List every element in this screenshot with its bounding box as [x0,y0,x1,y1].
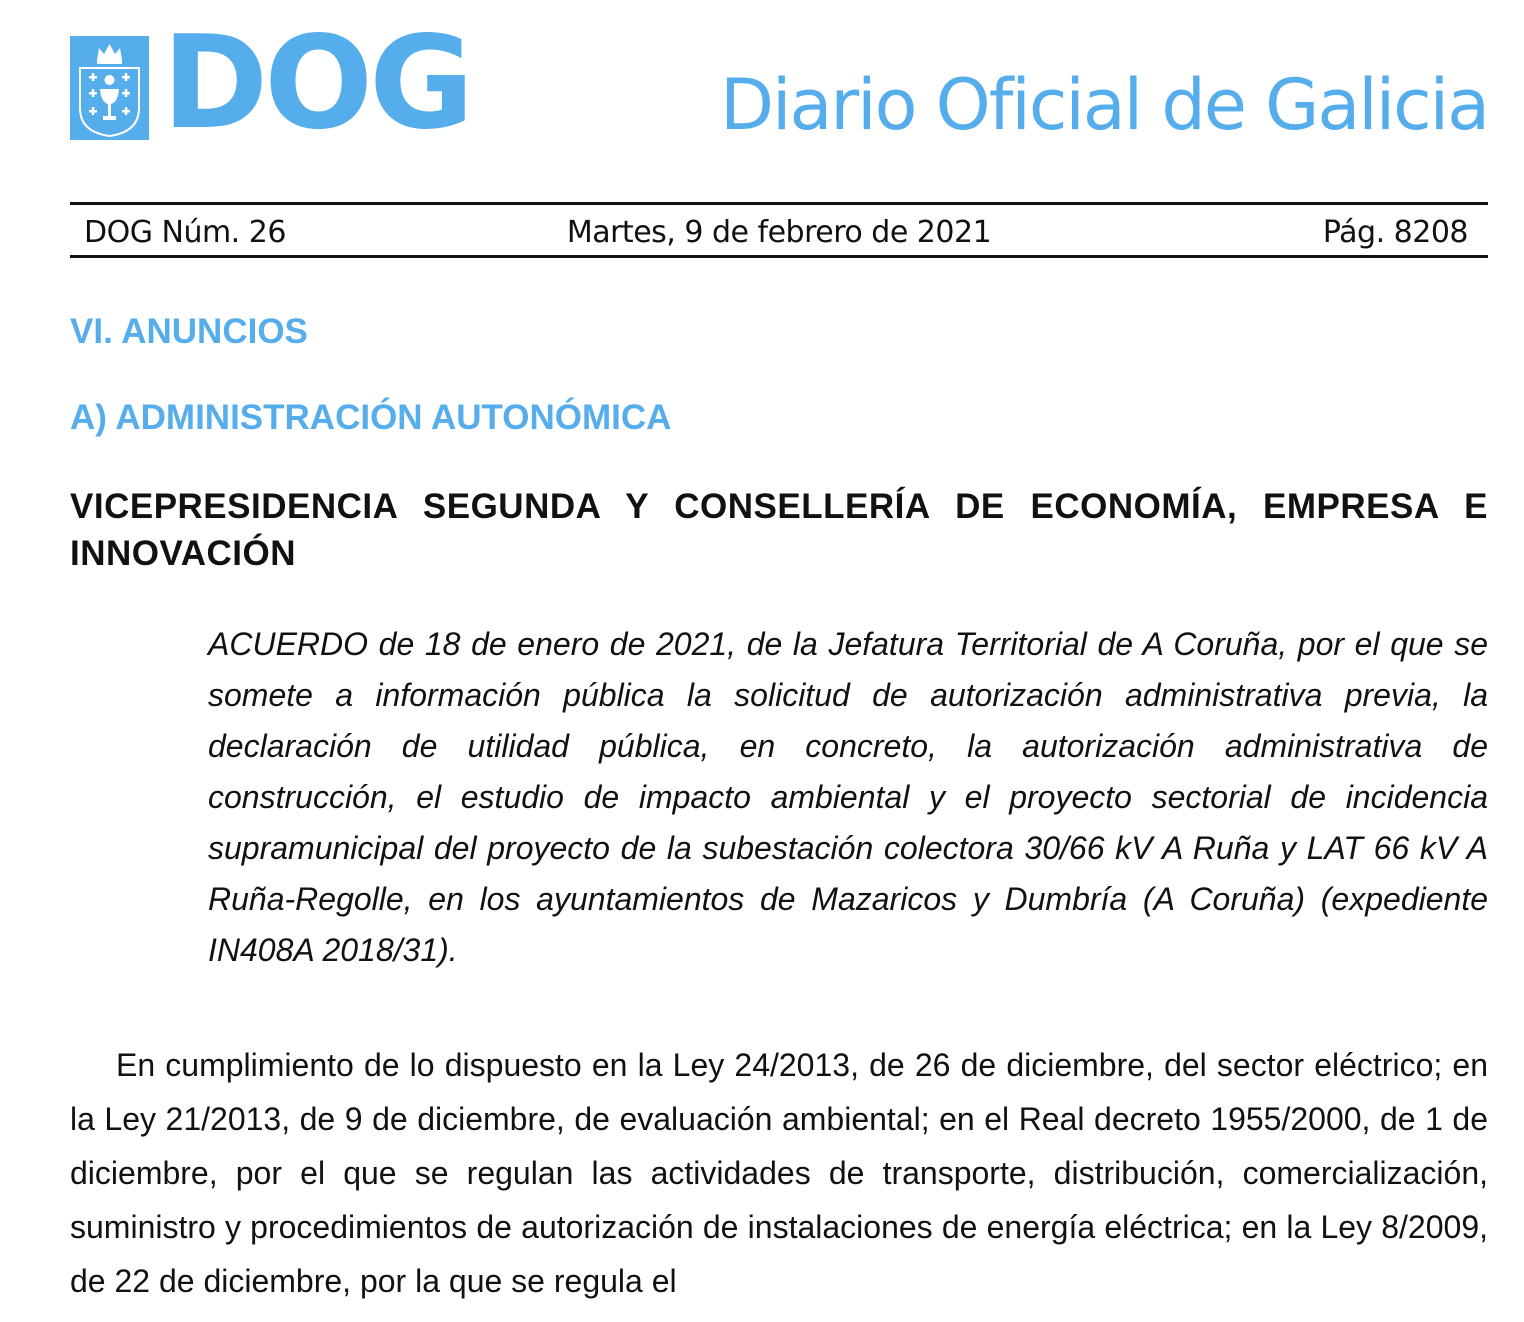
dog-logo-text: DOG [162,9,471,158]
section-heading: VI. ANUNCIOS [70,312,308,351]
document-summary: ACUERDO de 18 de enero de 2021, de la Jefatura Territorial de A Coruña, por el que se somete a información pública la solicitud de autorización administrativa previa, la declaración de utilidad pública, en concreto, la autorización administrativa de construcción, el estudio de impacto ambiental y el proyecto sectorial de incidencia supramunicipal del proyecto de la subestación colectora 30/66 kV A Ruña y LAT 66 kV A Ruña-Regolle, en los ayuntamientos de Mazaricos y Dumbría (A Coruña) (expediente IN408A 2018/31). [208,626,1488,968]
page-number: Pág. 8208 [1322,215,1468,250]
issue-info-bar [70,202,1488,258]
galicia-coat-of-arms-icon [70,36,149,140]
body-paragraph: En cumplimiento de lo dispuesto en la Ley 24/2013, de 26 de diciembre, del sector eléctrico; en la Ley 21/2013, de 9 de diciembre, de evaluación ambiental; en el Real decreto 1955/2000, de 1 de diciembre, por el que se regulan las actividades de transporte, distribución, comercialización, suministro y procedimientos de autorización de instalaciones de energía eléctrica; en la Ley 8/2009, de 22 de diciembre, por la que se regula el [70,1047,1488,1299]
newspaper-title: Diario Oficial de Galicia [720,64,1488,146]
issue-date: Martes, 9 de febrero de 2021 [566,215,992,250]
subsection-heading: A) ADMINISTRACIÓN AUTONÓMICA [70,398,672,437]
department-heading: VICEPRESIDENCIA SEGUNDA Y CONSELLERÍA DE ECONOMÍA, EMPRESA E INNOVACIÓN [70,487,1488,573]
issue-number: DOG Núm. 26 [84,215,286,250]
masthead [70,9,1488,158]
